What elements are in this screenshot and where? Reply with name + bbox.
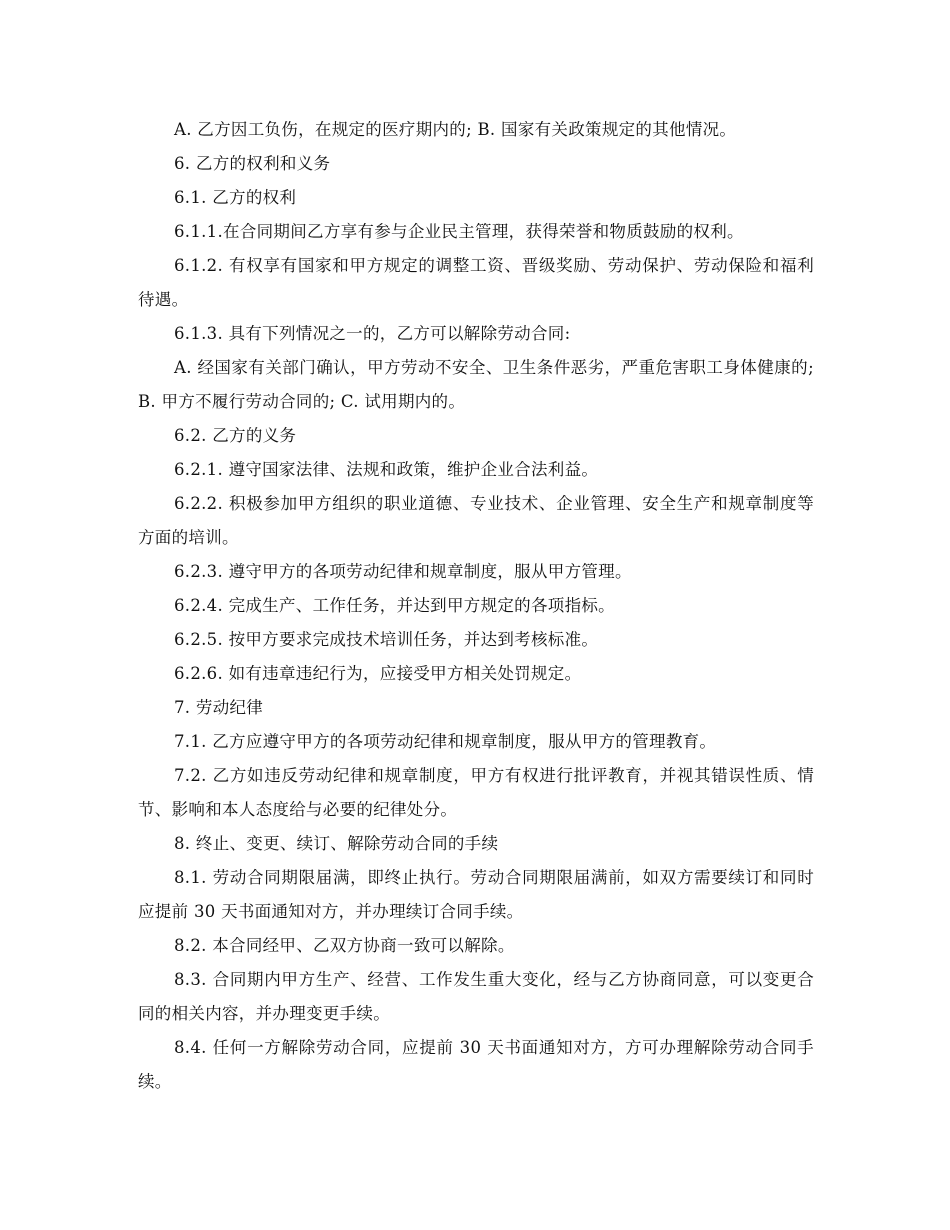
paragraph: 6.1.3. 具有下列情况之一的，乙方可以解除劳动合同: xyxy=(174,324,571,343)
document-body xyxy=(138,113,814,1099)
section-heading: 6. 乙方的权利和义务 xyxy=(174,154,331,173)
subsection-heading: 6.2. 乙方的义务 xyxy=(174,426,297,445)
paragraph: A. 乙方因工负伤，在规定的医疗期内的; B. 国家有关政策规定的其他情况。 xyxy=(174,120,737,139)
paragraph: 6.2.2. 积极参加甲方组织的职业道德、专业技术、企业管理、安全生产和规章制度等方面的培训。 xyxy=(138,494,814,547)
section-heading: 7. 劳动纪律 xyxy=(174,698,264,717)
paragraph: 8.3. 合同期内甲方生产、经营、工作发生重大变化，经与乙方协商同意，可以变更合同的相关内容，并办理变更手续。 xyxy=(138,970,814,1023)
paragraph: 8.1. 劳动合同期限届满，即终止执行。劳动合同期限届满前，如双方需要续订和同时应提前 30 天书面通知对方，并办理续订合同手续。 xyxy=(138,868,814,921)
paragraph: A. 经国家有关部门确认，甲方劳动不安全、卫生条件恶劣，严重危害职工身体健康的; B. 甲方不履行劳动合同的; C. 试用期内的。 xyxy=(138,358,814,411)
paragraph: 6.2.6. 如有违章违纪行为，应接受甲方相关处罚规定。 xyxy=(174,664,582,683)
paragraph: 8.4. 任何一方解除劳动合同，应提前 30 天书面通知对方，方可办理解除劳动合同手续。 xyxy=(138,1038,814,1091)
paragraph: 8.2. 本合同经甲、乙双方协商一致可以解除。 xyxy=(174,936,515,955)
paragraph: 6.2.4. 完成生产、工作任务，并达到甲方规定的各项指标。 xyxy=(174,596,615,615)
subsection-heading: 6.1. 乙方的权利 xyxy=(174,188,297,207)
section-heading: 8. 终止、变更、续订、解除劳动合同的手续 xyxy=(174,834,499,853)
paragraph: 6.1.2. 有权享有国家和甲方规定的调整工资、晋级奖励、劳动保护、劳动保险和福利待遇。 xyxy=(138,256,814,309)
paragraph: 6.1.1.在合同期间乙方享有参与企业民主管理，获得荣誉和物质鼓励的权利。 xyxy=(174,222,744,241)
paragraph: 7.1. 乙方应遵守甲方的各项劳动纪律和规章制度，服从甲方的管理教育。 xyxy=(174,732,717,751)
paragraph: 7.2. 乙方如违反劳动纪律和规章制度，甲方有权进行批评教育，并视其错误性质、情节、影响和本人态度给与必要的纪律处分。 xyxy=(138,766,814,819)
paragraph: 6.2.1. 遵守国家法律、法规和政策，维护企业合法利益。 xyxy=(174,460,599,479)
paragraph: 6.2.3. 遵守甲方的各项劳动纪律和规章制度，服从甲方管理。 xyxy=(174,562,632,581)
paragraph: 6.2.5. 按甲方要求完成技术培训任务，并达到考核标准。 xyxy=(174,630,599,649)
